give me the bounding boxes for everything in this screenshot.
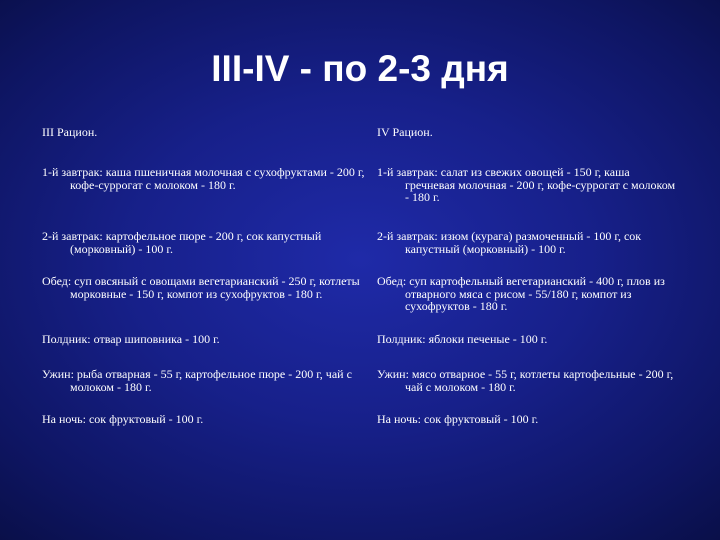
cell-text: 2-й завтрак: картофельное пюре - 200 г, сок капустный (морковный) - 100 г. [42, 229, 322, 256]
cell-text: Обед: суп овсяный с овощами вегетарианский - 250 г, котлеты морковные - 150 г, компот из сухофруктов - 180 г. [42, 274, 360, 301]
cell-text: Обед: суп картофельный вегетарианский - 400 г, плов из отварного мяса с рисом - 55/180 г, компот из сухофруктов - 180 г. [377, 274, 665, 314]
cell-text: Полдник: яблоки печеные - 100 г. [377, 332, 548, 346]
cell-text: Ужин: мясо отварное - 55 г, котлеты картофельные - 200 г, чай с молоком - 180 г. [377, 367, 674, 394]
cell-text: 1-й завтрак: салат из свежих овощей - 150 г, каша гречневая молочная - 200 г, кофе-суррогат с молоком - 180 г. [377, 165, 676, 205]
table-cell [42, 166, 377, 230]
table-header-row [42, 112, 682, 166]
table-cell [377, 413, 682, 443]
table-cell [377, 368, 682, 413]
header-diet-iv [377, 112, 682, 166]
table-cell [377, 333, 682, 368]
slide-title: III-IV - по 2-3 дня [211, 48, 509, 89]
table-cell [377, 230, 682, 275]
table-cell [42, 413, 377, 443]
table-cell [377, 166, 682, 230]
cell-text: На ночь: сок фруктовый - 100 г. [42, 412, 204, 426]
cell-text: Полдник: отвар шиповника - 100 г. [42, 332, 220, 346]
cell-text: Ужин: рыба отварная - 55 г, картофельное пюре - 200 г, чай с молоком - 180 г. [42, 367, 352, 394]
cell-text: На ночь: сок фруктовый - 100 г. [377, 412, 539, 426]
table-cell [377, 275, 682, 333]
table-cell [42, 230, 377, 275]
table-row [42, 413, 682, 443]
header-text: IV Рацион. [377, 125, 433, 139]
table-cell [42, 275, 377, 333]
table-row [42, 333, 682, 368]
table-cell [42, 368, 377, 413]
table-row [42, 166, 682, 230]
cell-text: 1-й завтрак: каша пшеничная молочная с сухофруктами - 200 г, кофе-суррогат с молоком - 180 г. [42, 165, 365, 192]
table-row [42, 230, 682, 275]
diet-table [42, 112, 682, 443]
table-row [42, 368, 682, 413]
cell-text: 2-й завтрак: изюм (курага) размоченный - 100 г, сок капустный (морковный) - 100 г. [377, 229, 642, 256]
table-cell [42, 333, 377, 368]
header-text: III Рацион. [42, 125, 98, 139]
header-diet-iii [42, 112, 377, 166]
table-row [42, 275, 682, 333]
